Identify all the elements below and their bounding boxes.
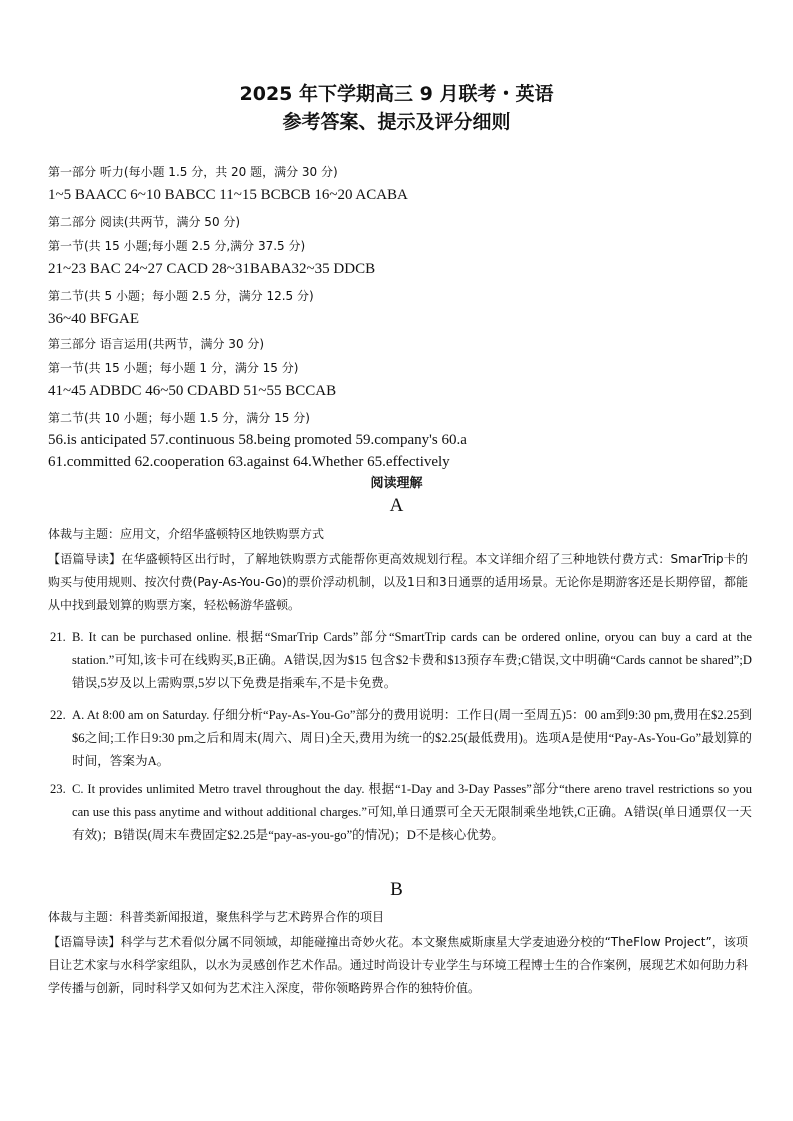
question-item	[48, 778, 752, 847]
answer-key-line: 61.committed 62.cooperation 63.against 64.Whether 65.effectively	[48, 454, 450, 470]
question-number: 22.	[50, 708, 66, 722]
section-label: 第三部分 语言运用(共两节，满分 30 分)	[48, 337, 265, 351]
question-number: 23.	[50, 782, 66, 796]
section-label: 第二节(共 10 小题；每小题 1.5 分，满分 15 分)	[48, 411, 310, 425]
answer-key-line: 1~5 BAACC 6~10 BABCC 11~15 BCBCB 16~20 ACABA	[48, 187, 408, 203]
passage-b-genre: 体裁与主题：科普类新闻报道，聚焦科学与艺术跨界合作的项目	[48, 910, 385, 924]
passage-a-letter: A	[389, 495, 404, 516]
page-subtitle: 参考答案、提示及评分细则	[282, 111, 511, 133]
section-label: 第一部分 听力(每小题 1.5 分，共 20 题，满分 30 分)	[48, 165, 338, 179]
answer-key-line: 36~40 BFGAE	[48, 311, 140, 327]
reading-heading: 阅读理解	[370, 476, 423, 491]
section-label: 第二节(共 5 小题；每小题 2.5 分，满分 12.5 分)	[48, 289, 314, 303]
question-item	[48, 626, 752, 695]
answer-key-line: 21~23 BAC 24~27 CACD 28~31BABA32~35 DDCB	[48, 261, 376, 277]
question-number: 21.	[50, 630, 66, 644]
answer-key-line: 41~45 ADBDC 46~50 CDABD 51~55 BCCAB	[48, 383, 337, 399]
question-explanation: C. It provides unlimited Metro travel throughout the day. 根据“1-Day and 3-Day Passes”部分“there areno travel restrictions so you can use this pass anytime and without additional charges.”可知,单日通票可全天无限制乘坐地铁,C正确。A错误(单日通票仅一天有效)；B错误(周末车费固定$2.25是“pay-as-you-go”的情况)；D不是核心优势。	[72, 782, 752, 842]
section-label: 第二部分 阅读(共两节，满分 50 分)	[48, 215, 241, 229]
section-label: 第一节(共 15 小题；每小题 1 分，满分 15 分)	[48, 361, 299, 375]
passage-a-guide: 【语篇导读】在华盛顿特区出行时，了解地铁购票方式能帮你更高效规划行程。本文详细介绍了三种地铁付费方式：SmarTrip卡的购买与使用规则、按次付费(Pay-As-You-Go)的票价浮动机制，以及1日和3日通票的适用场景。无论你是期游客还是长期停留，都能从中找到最划算的购票方案，轻松畅游华盛顿。	[48, 552, 748, 612]
answer-key-line: 56.is anticipated 57.continuous 58.being promoted 59.company's 60.a	[48, 432, 467, 448]
question-explanation: B. It can be purchased online. 根据“SmarTrip Cards”部分“SmartTrip cards can be ordered online, oryou can buy a card at the station.”可知,该卡可在线购买,B正确。A错误,因为$15 包含$2卡费和$13预存车费;C错误,文中明确“Cards cannot be shared”;D错误,5岁及以上需购票,5岁以下免费是指乘车,不是卡免费。	[72, 630, 752, 690]
passage-b-letter: B	[390, 879, 403, 900]
section-label: 第一节(共 15 小题;每小题 2.5 分,满分 37.5 分)	[48, 239, 306, 253]
passage-a-genre: 体裁与主题：应用文，介绍华盛顿特区地铁购票方式	[48, 527, 325, 541]
question-item	[48, 704, 752, 773]
page-title: 2025 年下学期高三 9 月联考・英语	[239, 83, 554, 105]
question-explanation: A. At 8:00 am on Saturday. 仔细分析“Pay-As-You-Go”部分的费用说明：工作日(周一至周五)5：00 am到9:30 pm,费用在$2.25到$6之间;工作日9:30 pm之后和周末(周六、周日)全天,费用为统一的$2.25(最低费用)。选项A是使用“Pay-As-You-Go”最划算的时间，答案为A。	[72, 708, 752, 768]
passage-b-guide: 【语篇导读】科学与艺术看似分属不同领域，却能碰撞出奇妙火花。本文聚焦威斯康星大学麦迪逊分校的“TheFlow Project”，该项目让艺术家与水科学家组队，以水为灵感创作艺术作品。通过时尚设计专业学生与环境工程博士生的合作案例，展现艺术如何助力科学传播与创新，同时科学又如何为艺术注入深度，带你领略跨界合作的独特价值。	[48, 935, 748, 995]
